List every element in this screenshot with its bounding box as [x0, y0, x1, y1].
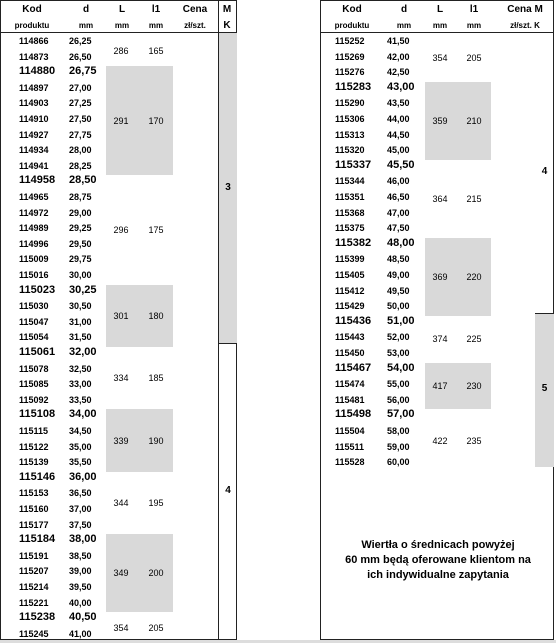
- header-l1-unit: mm: [466, 21, 482, 30]
- length-L-value: 349: [113, 568, 129, 579]
- product-code: 115450: [335, 348, 365, 358]
- length-L-value: 354: [113, 622, 129, 633]
- length-l1-value: 230: [466, 381, 482, 391]
- diameter-value: 28,50: [69, 174, 97, 187]
- notice-line: Wiertła o średnicach powyżej: [361, 539, 515, 551]
- product-code: 115511: [335, 441, 365, 452]
- product-code: 115269: [335, 51, 365, 62]
- product-code: 115283: [335, 80, 372, 93]
- product-code: 115160: [19, 504, 49, 514]
- diameter-value: 48,00: [387, 236, 415, 249]
- product-code: 115108: [19, 408, 56, 421]
- length-L-value: 301: [113, 310, 129, 321]
- diameter-value: 34,00: [69, 408, 97, 421]
- product-code: 115078: [19, 363, 49, 374]
- diameter-value: 27,75: [69, 129, 92, 140]
- product-code: 115276: [335, 67, 365, 78]
- product-code: 115054: [19, 332, 49, 343]
- length-L-value: 344: [113, 498, 129, 508]
- product-code: 115351: [335, 192, 365, 202]
- product-code: 115221: [19, 597, 49, 608]
- diameter-value: 48,50: [387, 254, 410, 265]
- right-table-header: [321, 0, 553, 33]
- length-L-value: 296: [113, 225, 129, 235]
- diameter-value: 26,50: [69, 51, 92, 62]
- header-l1-unit: mm: [148, 21, 164, 30]
- header-m: M: [222, 4, 232, 15]
- product-code: 115481: [335, 394, 365, 405]
- diameter-value: 35,00: [69, 441, 92, 452]
- product-code: 115313: [335, 129, 365, 140]
- diameter-value: 52,00: [387, 332, 410, 343]
- diameter-value: 60,00: [387, 457, 410, 468]
- diameter-value: 49,50: [387, 285, 410, 296]
- diameter-value: 58,00: [387, 426, 410, 436]
- diameter-value: 31,00: [69, 316, 92, 327]
- header-d: d: [82, 4, 90, 15]
- header-d-unit: mm: [396, 21, 412, 30]
- product-code: 115498: [335, 408, 372, 421]
- diameter-value: 38,50: [69, 550, 92, 561]
- product-code: 115436: [335, 314, 372, 327]
- diameter-value: 28,75: [69, 192, 92, 202]
- right-price-table: [320, 0, 554, 640]
- header-l1: l1: [151, 4, 161, 15]
- diameter-value: 44,50: [387, 129, 410, 140]
- diameter-value: 38,00: [69, 533, 97, 546]
- length-l1-value: 180: [148, 310, 164, 321]
- product-code: 115238: [19, 611, 56, 624]
- diameter-value: 50,00: [387, 301, 410, 312]
- length-l1-value: 190: [148, 435, 164, 446]
- length-l1-value: 235: [466, 435, 482, 446]
- length-L-value: 286: [113, 45, 129, 56]
- product-code: 115320: [335, 145, 365, 156]
- diameter-value: 40,50: [69, 611, 97, 624]
- product-code: 115184: [19, 533, 56, 546]
- product-code: 115061: [19, 346, 56, 358]
- header-d: d: [400, 4, 408, 15]
- product-code: 115191: [19, 550, 49, 561]
- diameter-value: 59,00: [387, 441, 410, 452]
- product-code: 115412: [335, 285, 365, 296]
- diameter-value: 53,00: [387, 348, 410, 358]
- length-l1-value: 175: [148, 225, 164, 235]
- diameter-value: 28,25: [69, 160, 92, 171]
- diameter-value: 39,00: [69, 566, 92, 577]
- product-code: 115085: [19, 379, 49, 390]
- header-cena: Cena: [182, 4, 208, 15]
- header-produktu: produktu: [14, 21, 50, 30]
- diameter-value: 57,00: [387, 408, 415, 421]
- product-code: 115214: [19, 582, 49, 592]
- diameter-value: 44,00: [387, 114, 410, 124]
- product-code: 115429: [335, 301, 365, 312]
- diameter-value: 51,00: [387, 314, 415, 327]
- diameter-value: 34,50: [69, 426, 92, 436]
- product-code: 114873: [19, 51, 49, 62]
- product-code: 115405: [335, 270, 365, 280]
- diameter-value: 27,50: [69, 114, 92, 124]
- length-l1-value: 215: [466, 193, 482, 204]
- notice-line: 60 mm będą oferowane klientom na: [345, 554, 531, 566]
- header-d-unit: mm: [78, 21, 94, 30]
- diameter-value: 37,50: [69, 519, 92, 530]
- diameter-value: 33,50: [69, 394, 92, 405]
- product-code: 114897: [19, 82, 49, 93]
- product-code: 114989: [19, 223, 49, 234]
- product-code: 115122: [19, 441, 49, 452]
- product-code: 115153: [19, 488, 49, 499]
- product-code: 114972: [19, 207, 49, 218]
- diameter-value: 39,50: [69, 582, 92, 592]
- mk-value: 4: [225, 485, 231, 496]
- mk-value: 5: [541, 383, 548, 394]
- product-code: 115092: [19, 394, 49, 405]
- diameter-value: 29,25: [69, 223, 92, 234]
- diameter-value: 32,00: [69, 346, 97, 358]
- product-code: 115474: [335, 379, 365, 390]
- notice-line: ich indywidualne zapytania: [367, 569, 509, 581]
- diameter-value: 46,50: [387, 192, 410, 202]
- length-l1-value: 165: [148, 45, 164, 56]
- left-table-header: [1, 0, 236, 33]
- diameter-value: 49,00: [387, 270, 410, 280]
- product-code: 115245: [19, 628, 49, 639]
- notice-text: [321, 538, 555, 583]
- diameter-value: 47,50: [387, 223, 410, 234]
- header-cena-m: Cena M: [507, 4, 543, 15]
- product-code: 115375: [335, 223, 365, 234]
- product-code: 114880: [19, 65, 56, 78]
- diameter-value: 29,75: [69, 254, 92, 265]
- product-code: 115146: [19, 470, 56, 483]
- diameter-value: 26,75: [69, 65, 97, 78]
- product-code: 115009: [19, 254, 49, 265]
- product-code: 115139: [19, 457, 49, 468]
- product-code: 114927: [19, 129, 49, 140]
- diameter-value: 27,25: [69, 98, 92, 109]
- length-L-value: 417: [432, 381, 448, 391]
- product-code: 114965: [19, 192, 49, 202]
- diameter-value: 46,00: [387, 176, 410, 187]
- header-cena-unit: zł/szt.: [184, 21, 206, 30]
- diameter-value: 28,00: [69, 145, 92, 156]
- diameter-value: 30,50: [69, 301, 92, 312]
- diameter-value: 31,50: [69, 332, 92, 343]
- length-L-value: 359: [432, 115, 448, 126]
- length-l1-value: 185: [148, 373, 164, 384]
- product-code: 115467: [335, 361, 372, 374]
- product-code: 114910: [19, 114, 49, 124]
- mk-value: 4: [541, 166, 548, 177]
- diameter-value: 30,00: [69, 270, 92, 280]
- mk-divider: [218, 0, 219, 639]
- diameter-value: 33,00: [69, 379, 92, 390]
- diameter-value: 45,00: [387, 145, 410, 156]
- product-code: 115115: [19, 426, 49, 436]
- header-L: L: [118, 4, 126, 15]
- diameter-value: 45,50: [387, 158, 415, 171]
- diameter-value: 42,00: [387, 51, 410, 62]
- product-code: 115344: [335, 176, 365, 187]
- product-code: 114866: [19, 36, 49, 46]
- length-L-value: 374: [432, 334, 448, 345]
- diameter-value: 54,00: [387, 361, 415, 374]
- product-code: 115504: [335, 426, 365, 436]
- product-code: 115016: [19, 270, 49, 280]
- length-L-value: 291: [113, 115, 129, 126]
- length-L-value: 334: [113, 373, 129, 384]
- product-code: 115337: [335, 158, 372, 171]
- length-l1-value: 170: [148, 115, 164, 126]
- diameter-value: 36,00: [69, 470, 97, 483]
- diameter-value: 32,50: [69, 363, 92, 374]
- length-l1-value: 210: [466, 115, 482, 126]
- length-l1-value: 220: [466, 271, 482, 282]
- product-code: 115399: [335, 254, 365, 265]
- product-code: 114996: [19, 238, 49, 249]
- diameter-value: 47,00: [387, 207, 410, 218]
- length-L-value: 354: [432, 53, 448, 64]
- diameter-value: 43,00: [387, 80, 415, 93]
- mk-value: 3: [225, 182, 231, 193]
- diameter-value: 42,50: [387, 67, 410, 78]
- header-kod: Kod: [22, 4, 42, 15]
- diameter-value: 41,50: [387, 36, 410, 46]
- length-l1-value: 205: [466, 53, 482, 64]
- diameter-value: 27,00: [69, 82, 92, 93]
- length-l1-value: 205: [148, 622, 164, 633]
- length-L-value: 369: [432, 271, 448, 282]
- length-L-value: 364: [432, 193, 448, 204]
- header-L-unit: mm: [114, 21, 130, 30]
- length-l1-value: 195: [148, 498, 164, 508]
- diameter-value: 30,25: [69, 283, 97, 296]
- length-l1-value: 200: [148, 568, 164, 579]
- diameter-value: 37,00: [69, 504, 92, 514]
- length-L-value: 339: [113, 435, 129, 446]
- product-code: 115207: [19, 566, 49, 577]
- diameter-value: 29,00: [69, 207, 92, 218]
- header-L-unit: mm: [432, 21, 448, 30]
- diameter-value: 40,00: [69, 597, 92, 608]
- header-L: L: [436, 4, 444, 15]
- product-code: 115443: [335, 332, 365, 343]
- diameter-value: 56,00: [387, 394, 410, 405]
- product-code: 115290: [335, 98, 365, 109]
- product-code: 115177: [19, 519, 49, 530]
- header-cena-k: zł/szt. K: [510, 21, 540, 30]
- diameter-value: 55,00: [387, 379, 410, 390]
- length-l1-value: 225: [466, 334, 482, 345]
- product-code: 115368: [335, 207, 365, 218]
- product-code: 115252: [335, 36, 365, 46]
- product-code: 115030: [19, 301, 49, 312]
- header-produktu: produktu: [334, 21, 370, 30]
- header-l1: l1: [469, 4, 479, 15]
- product-code: 115047: [19, 316, 49, 327]
- product-code: 114903: [19, 98, 49, 109]
- left-price-table: [0, 0, 237, 640]
- product-code: 115306: [335, 114, 365, 124]
- diameter-value: 43,50: [387, 98, 410, 109]
- product-code: 115528: [335, 457, 365, 468]
- product-code: 115382: [335, 236, 372, 249]
- product-code: 114958: [19, 174, 56, 187]
- product-code: 115023: [19, 283, 56, 296]
- product-code: 114934: [19, 145, 49, 156]
- diameter-value: 36,50: [69, 488, 92, 499]
- header-kod: Kod: [342, 4, 362, 15]
- diameter-value: 35,50: [69, 457, 92, 468]
- length-L-value: 422: [432, 435, 448, 446]
- diameter-value: 26,25: [69, 36, 92, 46]
- diameter-value: 41,00: [69, 628, 92, 639]
- diameter-value: 29,50: [69, 238, 92, 249]
- product-code: 114941: [19, 160, 49, 171]
- header-k: K: [223, 20, 231, 31]
